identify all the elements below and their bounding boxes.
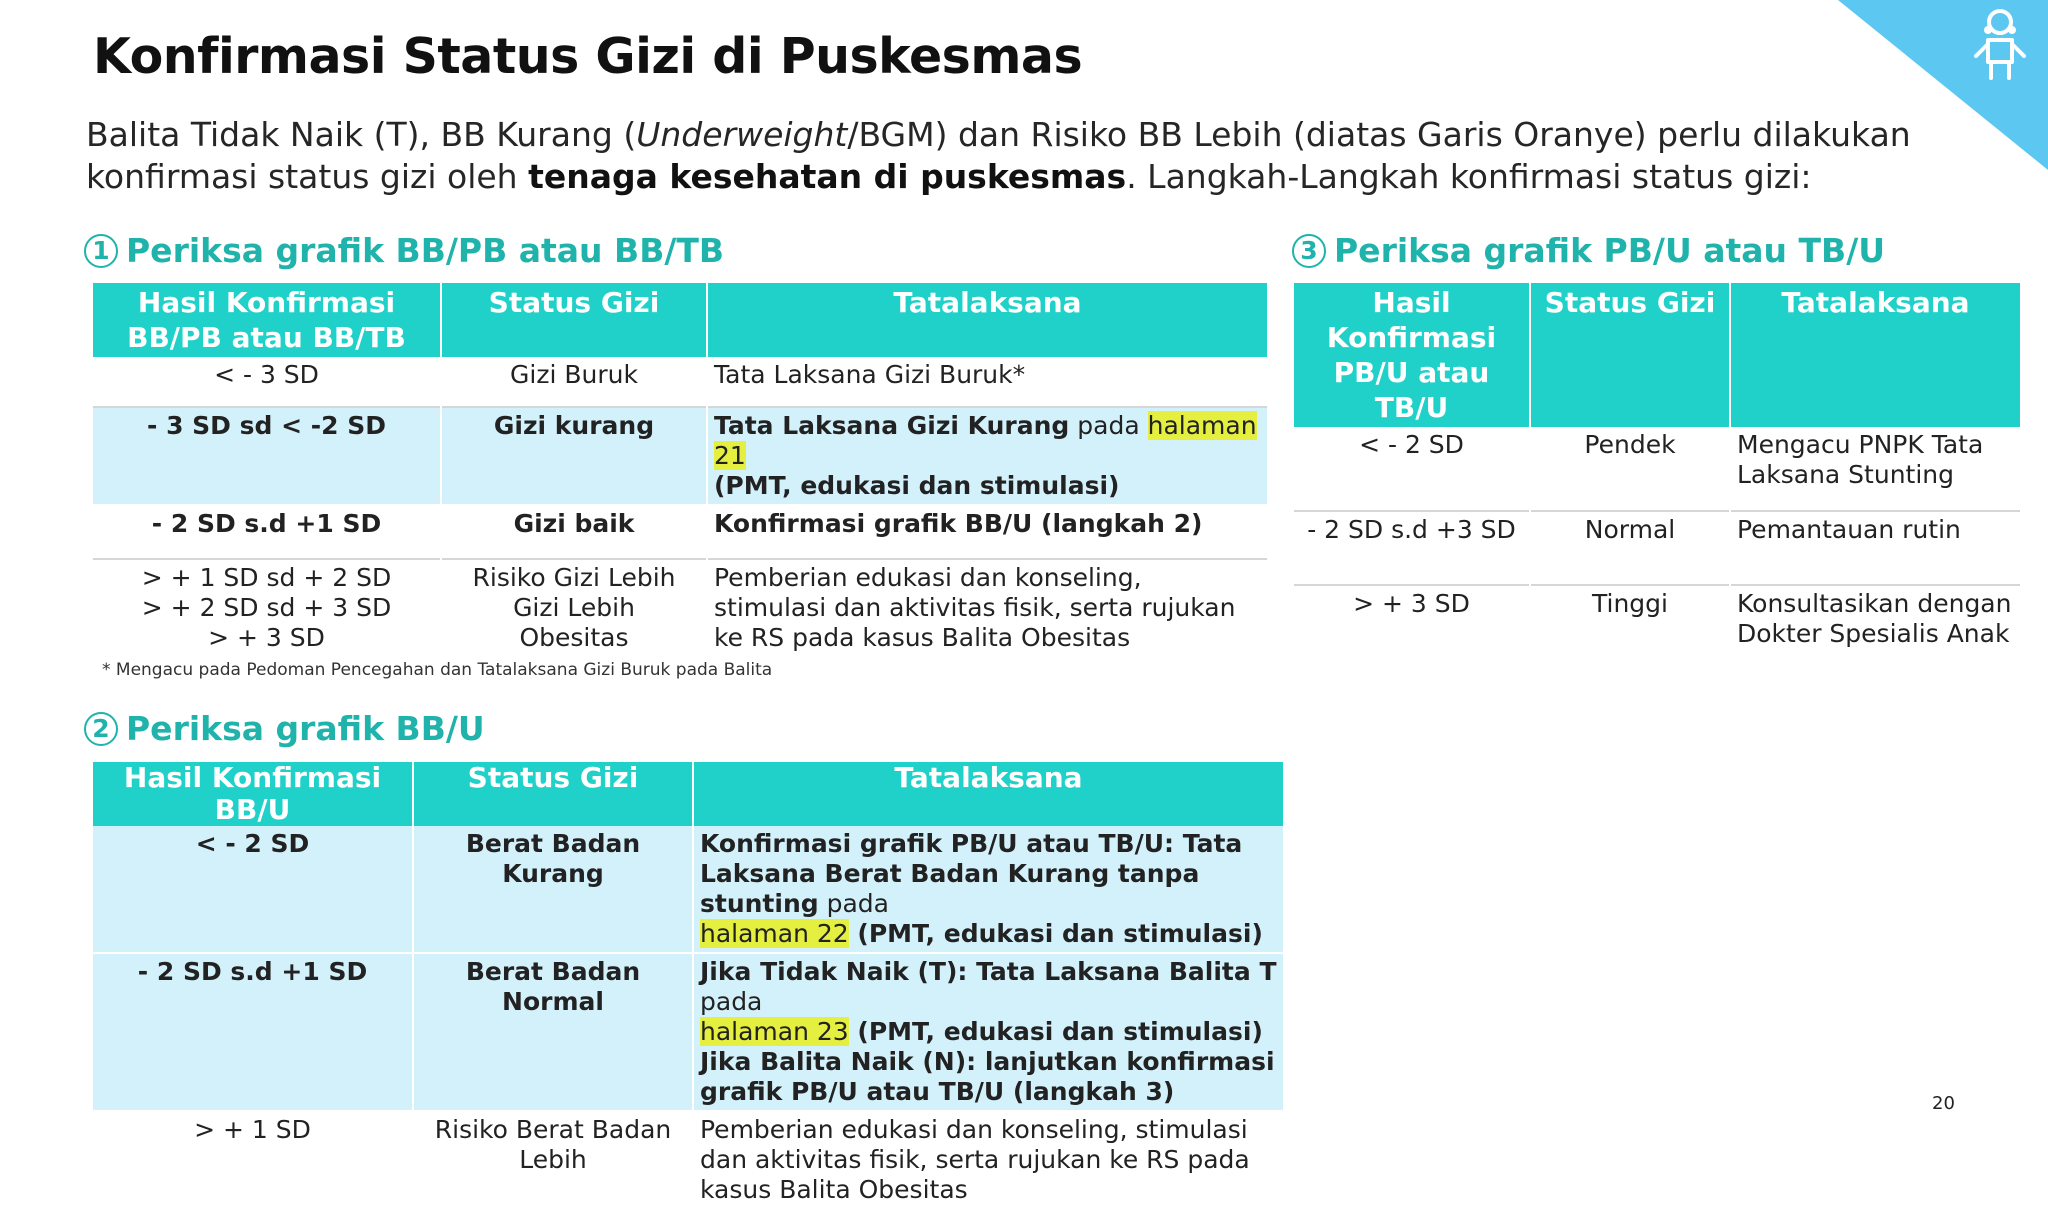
tata-bold: Jika Balita Naik (N): lanjutkan konfirmasi grafik PB/U atau TB/U (langkah 3) (700, 1047, 1275, 1106)
intro-text-3: . Langkah-Langkah konfirmasi status gizi: (1126, 157, 1812, 196)
section2-title: Periksa grafik BB/U (126, 709, 485, 748)
cell-hasil: > + 1 SD (194, 1115, 311, 1144)
tata-bold: (PMT, edukasi dan stimulasi) (714, 471, 1120, 500)
cell-tatalaksana: Pemberian edukasi dan konseling, stimulasi dan aktivitas fisik, serta rujukan ke RS pada kasus Balita Obesitas (693, 1111, 1283, 1208)
cell-status: Gizi baik (441, 505, 707, 559)
cell-tatalaksana: Konsultasikan dengan Dokter Spesialis Anak (1730, 585, 2020, 652)
cell-tatalaksana (693, 826, 1283, 953)
tata-bold: (PMT, edukasi dan stimulasi) (848, 919, 1263, 948)
cell-status: Tinggi (1530, 585, 1730, 652)
hasil-line: > + 3 SD (208, 623, 325, 652)
cell-tatalaksana: Konfirmasi grafik BB/U (langkah 2) (707, 505, 1267, 559)
table-row (93, 559, 1267, 659)
table-header-row (93, 283, 1267, 357)
section3-title: Periksa grafik PB/U atau TB/U (1334, 231, 1886, 270)
table-header-row (1294, 283, 2020, 427)
table-row (93, 407, 1267, 505)
status-line: Gizi Lebih (513, 593, 635, 622)
header-hasil: Hasil Konfirmasi BB/PB atau BB/TB (93, 283, 441, 357)
cell-hasil: < - 3 SD (214, 360, 319, 389)
cell-hasil: - 2 SD s.d +1 SD (151, 509, 382, 538)
cell-status (441, 559, 707, 659)
table-row (93, 826, 1283, 953)
tata-normal: pada (1069, 411, 1148, 440)
tata-normal: pada (818, 889, 889, 918)
intro-text-1: Balita Tidak Naik (T), BB Kurang ( (86, 115, 637, 154)
intro-bold: tenaga kesehatan di puskesmas (528, 157, 1127, 196)
intro-paragraph (86, 114, 1966, 198)
cell-status: Berat Badan Normal (413, 953, 693, 1111)
tata-bold: Tata Laksana Gizi Kurang (714, 411, 1070, 440)
tata-bold: (PMT, edukasi dan stimulasi) (848, 1017, 1263, 1046)
cell-hasil: < - 2 SD (93, 826, 413, 953)
section1-table (93, 283, 1267, 659)
section1-number: 1 (84, 234, 118, 268)
hasil-line: > + 1 SD sd + 2 SD (141, 563, 392, 592)
header-hasil: Hasil Konfirmasi PB/U atau TB/U (1294, 283, 1530, 427)
header-status: Status Gizi (1530, 283, 1730, 427)
table-row (93, 953, 1283, 1111)
cell-status: Normal (1530, 511, 1730, 585)
cell-status: Berat Badan Kurang (413, 826, 693, 953)
page-reference-highlight: halaman 21 (714, 411, 1257, 470)
page-reference-highlight: halaman 23 (700, 1017, 849, 1046)
status-line: Obesitas (519, 623, 629, 652)
table-row (93, 357, 1267, 407)
cell-tatalaksana (707, 407, 1267, 505)
header-tatalaksana: Tatalaksana (707, 283, 1267, 357)
header-hasil: Hasil Konfirmasi BB/U (93, 762, 413, 826)
status-line: Risiko Gizi Lebih (472, 563, 676, 592)
cell-status: Gizi Buruk (441, 357, 707, 407)
header-tatalaksana: Tatalaksana (1730, 283, 2020, 427)
cell-tatalaksana: Pemberian edukasi dan konseling, stimulasi dan aktivitas fisik, serta rujukan ke RS pada kasus Balita Obesitas (707, 559, 1267, 659)
cell-hasil: - 2 SD s.d +3 SD (1307, 515, 1516, 544)
section2-number: 2 (84, 712, 118, 746)
cell-hasil: - 2 SD s.d +1 SD (93, 953, 413, 1111)
table-row (93, 505, 1267, 559)
section1-heading (84, 231, 724, 270)
page-reference-highlight: halaman 22 (700, 919, 849, 948)
cell-tatalaksana (693, 953, 1283, 1111)
section1-title: Periksa grafik BB/PB atau BB/TB (126, 231, 725, 270)
tata-bold: Konfirmasi grafik PB/U atau TB/U: Tata Laksana Berat Badan Kurang tanpa stunting (700, 829, 1243, 918)
table-row (93, 1111, 1283, 1208)
page-number: 20 (1932, 1093, 1955, 1114)
cell-hasil: - 3 SD sd < -2 SD (93, 407, 441, 505)
cell-hasil: < - 2 SD (1359, 430, 1464, 459)
cell-tatalaksana: Tata Laksana Gizi Buruk* (707, 357, 1267, 407)
cell-status: Pendek (1530, 427, 1730, 511)
cell-hasil: > + 3 SD (1353, 589, 1470, 618)
table-row (1294, 511, 2020, 585)
table-row (1294, 585, 2020, 652)
header-status: Status Gizi (413, 762, 693, 826)
hasil-line: > + 2 SD sd + 3 SD (141, 593, 392, 622)
intro-text-2: /BGM) dan Risiko BB Lebih (diatas Garis Oranye) perlu dilakukan konfirmasi status gizi oleh (86, 115, 1911, 196)
footnote: * Mengacu pada Pedoman Pencegahan dan Tatalaksana Gizi Buruk pada Balita (102, 660, 773, 680)
section3-table (1294, 283, 2020, 652)
intro-italic: Underweight (636, 115, 848, 154)
tata-bold: Jika Tidak Naik (T): Tata Laksana Balita T (700, 957, 1277, 986)
header-status: Status Gizi (441, 283, 707, 357)
header-tatalaksana: Tatalaksana (693, 762, 1283, 826)
cell-tatalaksana: Mengacu PNPK Tata Laksana Stunting (1730, 427, 2020, 511)
section2-table (93, 762, 1283, 1208)
cell-status: Gizi kurang (441, 407, 707, 505)
section2-heading (84, 709, 485, 748)
cell-hasil (93, 559, 441, 659)
cell-status: Risiko Berat Badan Lebih (413, 1111, 693, 1208)
page-title: Konfirmasi Status Gizi di Puskesmas (93, 28, 1083, 85)
tata-normal: pada (700, 987, 763, 1016)
table-header-row (93, 762, 1283, 826)
cell-tatalaksana: Pemantauan rutin (1730, 511, 2020, 585)
table-row (1294, 427, 2020, 511)
section3-heading (1292, 231, 1885, 270)
section3-number: 3 (1292, 234, 1326, 268)
